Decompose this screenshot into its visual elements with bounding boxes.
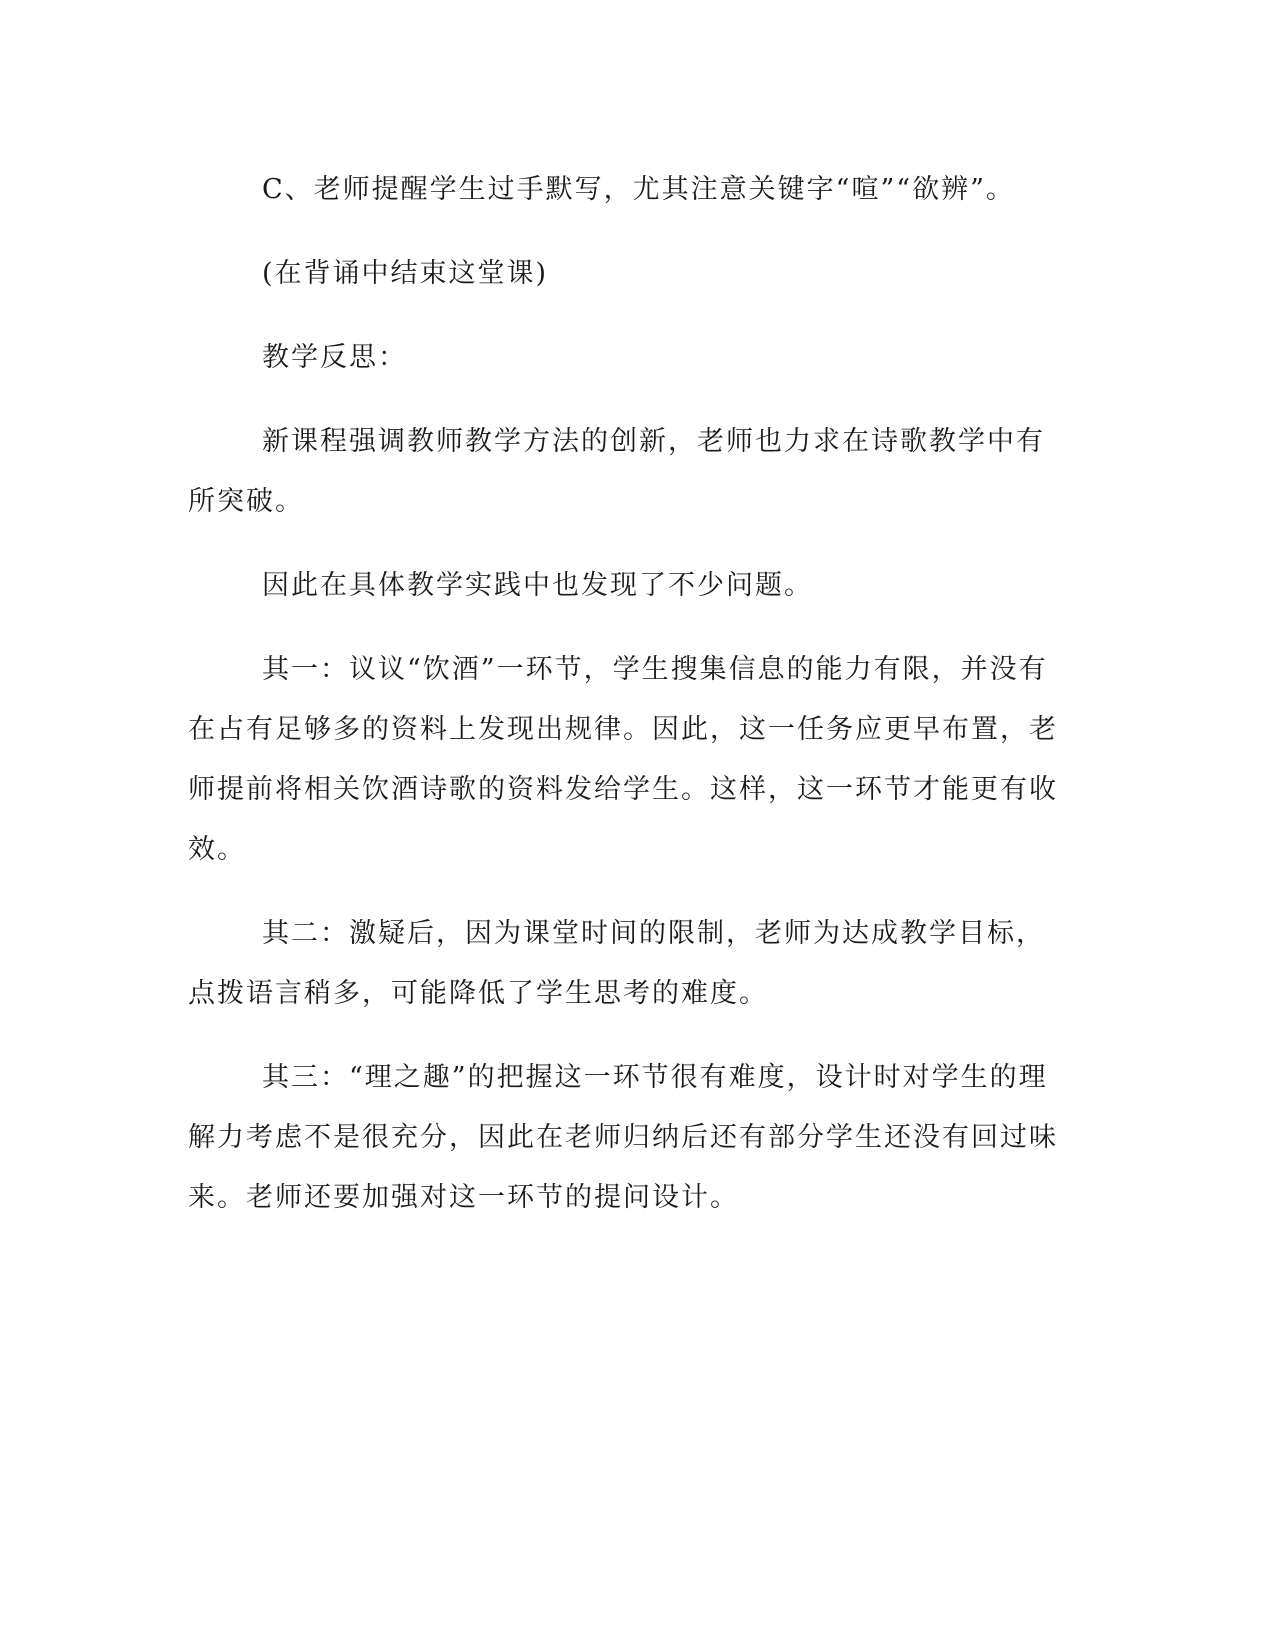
paragraph-dictation-reminder: C、老师提醒学生过手默写，尤其注意关键字“喧”“欲辨”。 xyxy=(262,174,1015,205)
document-body xyxy=(188,160,1068,1228)
paragraph-issue-one: 其一：议议“饮酒”一环节，学生搜集信息的能力有限，并没有在占有足够多的资料上发现出规律。因此，这一任务应更早布置，老师提前将相关饮酒诗歌的资料发给学生。这样，这一环节才能更有收效。 xyxy=(188,654,1058,865)
paragraph-class-ending: (在背诵中结束这堂课) xyxy=(262,258,549,289)
paragraph-issue-three: 其三：“理之趣”的把握这一环节很有难度，设计时对学生的理解力考虑不是很充分，因此在老师归纳后还有部分学生还没有回过味来。老师还要加强对这一环节的提问设计。 xyxy=(188,1062,1058,1213)
paragraph-reflection-heading: 教学反思： xyxy=(262,342,407,373)
paragraph-curriculum-innovation: 新课程强调教师教学方法的创新，老师也力求在诗歌教学中有所突破。 xyxy=(188,426,1045,517)
paragraph-issue-two: 其二：激疑后，因为课堂时间的限制，老师为达成教学目标，点拨语言稍多，可能降低了学生思考的难度。 xyxy=(188,918,1045,1009)
paragraph-problems-found: 因此在具体教学实践中也发现了不少问题。 xyxy=(262,570,813,601)
